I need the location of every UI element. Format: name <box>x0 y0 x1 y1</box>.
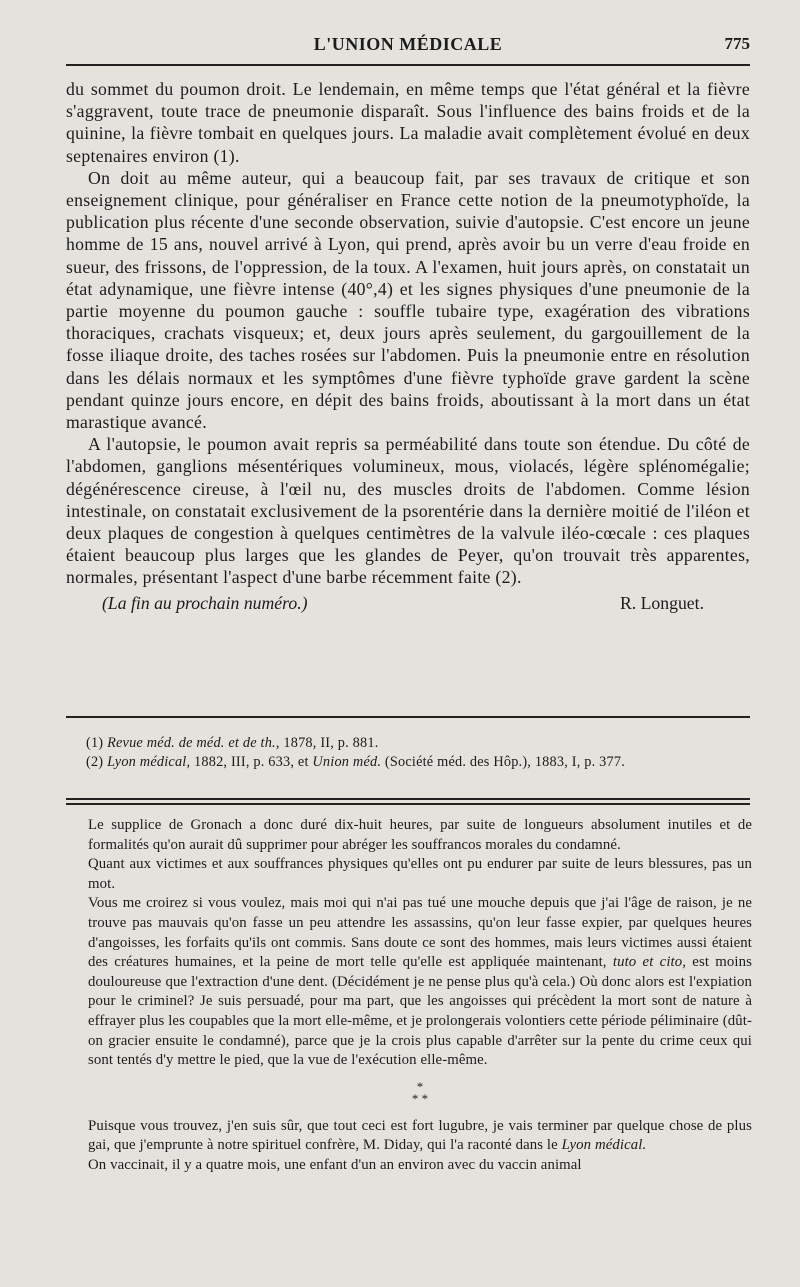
article-signature-line <box>66 593 750 617</box>
article-paragraph: A l'autopsie, le poumon avait repris sa perméabilité dans toute son étendue. Du côté de l'abdomen, ganglions mésentériques volumineux, mous, violacés, légère splénomégalie; dégénérescence cireuse, à l'œil nu, des muscles droits de l'abdomen. Comme lésion intestinale, on constatait exclusivement de la psorentérie dans la dernière moitié de l'iléon et deux plaques de congestion à quelques centimètres de la valvule iléo-cœcale : ces plaques étaient beaucoup plus larges que les glandes de Peyer, qu'on trouvait très apparentes, normales, présentant l'aspect d'une barbe récemment faite (2). <box>66 434 750 588</box>
article-paragraph: du sommet du poumon droit. Le lendemain, en même temps que l'état général et la fièvre s'aggravent, toute trace de pneumonie disparaît. Sous l'influence des bains froids et de la quinine, la fièvre tombait en quelques jours. La maladie avait complètement évolué en deux septenaires environ (1). <box>66 79 750 166</box>
chronicle-paragraph: Vous me croirez si vous voulez, mais moi qui n'ai pas tué une mouche depuis que j'ai l'âge de raison, je ne trouve pas mauvais qu'on fasse un peu attendre les assassins, qu'on leur fasse expier, par quelques heures d'angoisses, les forfaits qu'ils ont commis. Sans doute ce sont des hommes, mais leurs victimes aussi étaient des créatures humaines, et la peine de mort telle qu'elle est appliquée maintenant, tuto et cito, est moins douloureuse que l'extraction d'une dent. (Décidément je ne pense plus qu'à cela.) Où donc alors est l'expiation pour le criminel? Je suis persuadé, pour ma part, que les angoisses qui précèdent la mort sont de nature à effrayer plus les coupables que la mort elle-même, et je prolongerais volontiers cette période péliminaire (dût-on gracier ensuite le condamné), parce que je la crois plus capable d'arrêter sur la pente du crime ceux qui sont tentés d'y mettre le pied, que la vue de l'exécution elle-même. <box>88 895 752 1069</box>
journal-title: L'UNION MÉDICALE <box>313 34 503 54</box>
continuation-note: (La fin au prochain numéro.) <box>102 592 308 613</box>
chronicle-section <box>88 816 752 1176</box>
article-paragraph: On doit au même auteur, qui a beaucoup fait, par ses travaux de critique et son enseignement clinique, pour généraliser en France cette notion de la pneumotyphoïde, la publication plus récente d'une seconde observation, suivie d'autopsie. C'est encore un jeune homme de 15 ans, nouvel arrivé à Lyon, qui prend, après avoir bu un verre d'eau froide en sueur, des frissons, de l'oppression, de la toux. A l'examen, huit jours après, on constatait un état adynamique, une fièvre intense (40°,4) et les signes physiques d'une pneumonie de la partie moyenne du poumon gauche : souffle tubaire type, exagération des vibrations thoraciques, crachats visqueux; et, deux jours après seulement, du gargouillement de la fosse iliaque droite, des taches rosées sur l'abdomen. Puis la pneumonie entre en résolution dans les délais normaux et les symptômes d'une fièvre typhoïde grave gardent la scène pendant quinze jours encore, en dépit des bains froids, aboutissant à la mort dans un état marastique avancé. <box>66 167 750 433</box>
section-asterism: * * * <box>411 1078 429 1106</box>
footnote-2: (2) Lyon médical, 1882, III, p. 633, et Union méd. (Société méd. des Hôp.), 1883, I, p. 377. <box>86 754 625 770</box>
chronicle-paragraph: On vaccinait, il y a quatre mois, une enfant d'un an environ avec du vaccin animal <box>88 1156 582 1173</box>
footnotes <box>86 734 750 772</box>
article-body <box>66 78 750 617</box>
page-number: 775 <box>724 34 750 53</box>
section-double-rule-bottom <box>66 803 750 805</box>
chronicle-paragraph: Puisque vous trouvez, j'en suis sûr, que tout ceci est fort lugubre, je vais terminer par quelque chose de plus gai, que j'emprunte à notre spirituel confrère, M. Diday, qui l'a raconté dans le Lyon médical. <box>88 1117 752 1154</box>
header-rule <box>66 64 750 66</box>
section-double-rule-top <box>66 798 750 800</box>
author-signature: R. Longuet. <box>619 592 704 613</box>
footnote-1: (1) Revue méd. de méd. et de th., 1878, II, p. 881. <box>86 735 379 751</box>
running-header <box>66 34 750 58</box>
chronicle-paragraph: Quant aux victimes et aux souffrances physiques qu'elles ont pu endurer par suite de leurs blessures, pas un mot. <box>88 856 752 892</box>
chronicle-paragraph: Le supplice de Gronach a donc duré dix-huit heures, par suite de longueurs absolument inutiles et de formalités qu'on aurait dû supprimer pour abréger les souffrancos morales du condamné. <box>88 817 752 853</box>
footnote-rule <box>66 716 750 718</box>
